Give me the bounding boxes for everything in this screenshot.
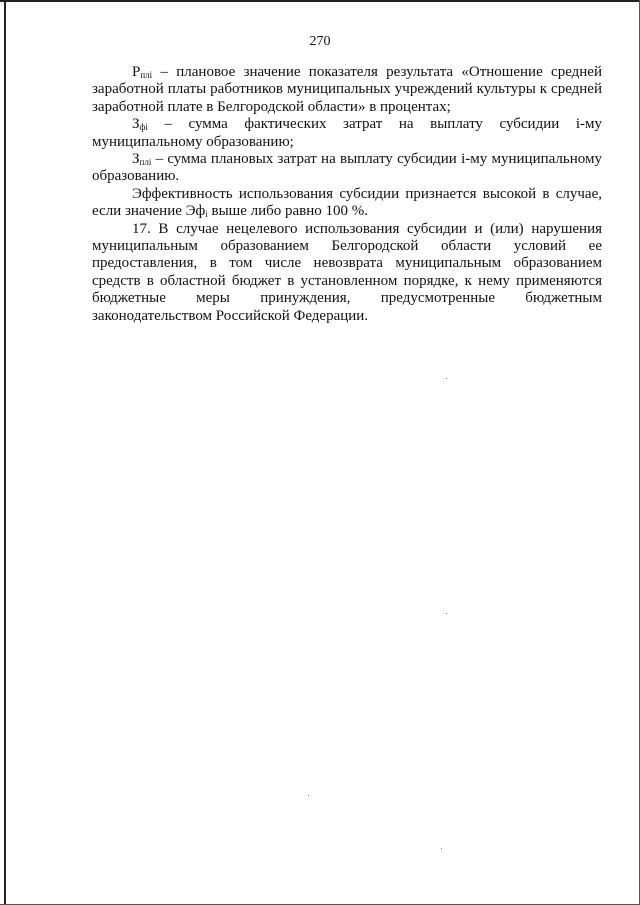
paragraph-text: – сумма плановых затрат на выплату субсидии i-му муниципальному образованию. xyxy=(92,151,602,185)
symbol-subscript: плi xyxy=(139,157,152,168)
scan-speck xyxy=(308,795,309,796)
paragraph-item-17 xyxy=(92,221,602,325)
scan-speck xyxy=(441,848,442,849)
paragraph-actual-costs xyxy=(92,116,602,151)
paragraph-text: – сумма фактических затрат на выплату субсидии i-му муниципальному образованию; xyxy=(92,116,602,150)
scan-speck xyxy=(446,613,447,614)
page-number: 270 xyxy=(309,34,331,49)
symbol-subscript: плi xyxy=(140,70,153,80)
scan-border-left xyxy=(4,0,6,905)
scan-border-top xyxy=(0,0,640,2)
symbol-main: З xyxy=(132,116,140,133)
symbol-subscript: фi xyxy=(139,122,148,133)
symbol-main: Р xyxy=(132,64,141,80)
paragraph-text: – плановое значение показателя результата «Отношение средней заработной платы работников муниципальных учреждений культуры к средней заработной плате в Белгородской области» в процентах; xyxy=(92,64,602,115)
document-body xyxy=(92,64,602,325)
paragraph-planned-costs xyxy=(92,151,602,186)
paragraph-plan-value xyxy=(92,64,602,116)
symbol-main: З xyxy=(132,151,140,168)
paragraph-efficiency xyxy=(92,186,602,221)
scan-speck xyxy=(446,378,447,379)
paragraph-text-end: выше либо равно 100 %. xyxy=(207,203,369,220)
symbol-subscript: i xyxy=(205,209,208,220)
paragraph-text: Эффективность использования субсидии признается высокой в случае, если значение Эф xyxy=(92,185,602,220)
paragraph-text: 17. В случае нецелевого использования субсидии и (или) нарушения муниципальным образованием Белгородской области условий ее предоставления, в том числе невозврата муниципальным образованием средств в областной бюджет в установленном порядке, к нему применяются бюджетные меры принуждения, предусмотренные бюджетным законодательством Российской Федерации. xyxy=(92,220,602,324)
